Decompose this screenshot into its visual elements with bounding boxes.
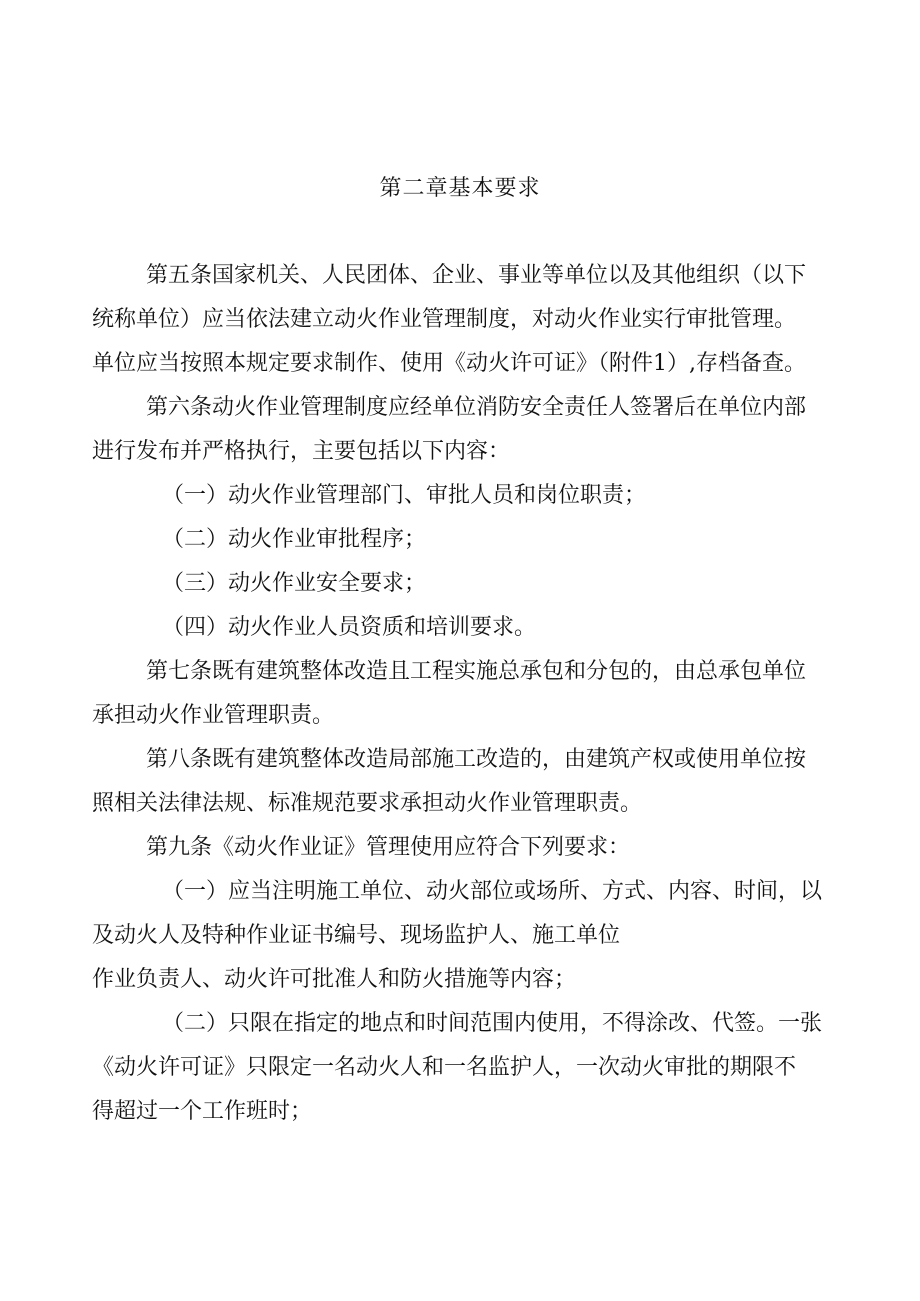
document-line: （一）应当注明施工单位、动火部位或场所、方式、内容、时间，以 — [162, 879, 823, 904]
document-line: （二）动火作业审批程序； — [162, 527, 427, 552]
document-line: 单位应当按照本规定要求制作、使用《动火许可证》（附件1）,存档备查。 — [92, 351, 806, 376]
document-line: 第五条国家机关、人民团体、企业、事业等单位以及其他组织（以下 — [146, 263, 807, 288]
document-line: （二）只限在指定的地点和时间范围内使用，不得涂改、代签。一张 — [162, 1011, 823, 1036]
document-line: 照相关法律法规、标准规范要求承担动火作业管理职责。 — [92, 791, 643, 816]
document-line: 第八条既有建筑整体改造局部施工改造的，由建筑产权或使用单位按 — [146, 747, 807, 772]
document-line: （四）动火作业人员资质和培训要求。 — [162, 615, 537, 640]
document-line: （一）动火作业管理部门、审批人员和岗位职责； — [162, 483, 647, 508]
document-line: 第九条《动火作业证》管理使用应符合下列要求： — [146, 835, 631, 860]
document-line: 第七条既有建筑整体改造且工程实施总承包和分包的，由总承包单位 — [146, 659, 807, 684]
document-line: 及动火人及特种作业证书编号、现场监护人、施工单位 — [92, 923, 621, 948]
document-line: 得超过一个工作班时； — [92, 1099, 313, 1124]
document-body — [92, 254, 852, 1134]
document-line: （三）动火作业安全要求； — [162, 571, 427, 596]
document-line: 进行发布并严格执行，主要包括以下内容： — [92, 439, 511, 464]
chapter-title: 第二章基本要求 — [379, 176, 541, 201]
document-line: 第六条动火作业管理制度应经单位消防安全责任人签署后在单位内部 — [146, 395, 807, 420]
document-line: 《动火许可证》只限定一名动火人和一名监护人，一次动火审批的期限不 — [92, 1055, 797, 1080]
document-line: 承担动火作业管理职责。 — [92, 703, 335, 728]
document-line: 统称单位）应当依法建立动火作业管理制度，对动火作业实行审批管理。 — [92, 307, 797, 332]
document-line: 作业负责人、动火许可批准人和防火措施等内容； — [92, 967, 577, 992]
